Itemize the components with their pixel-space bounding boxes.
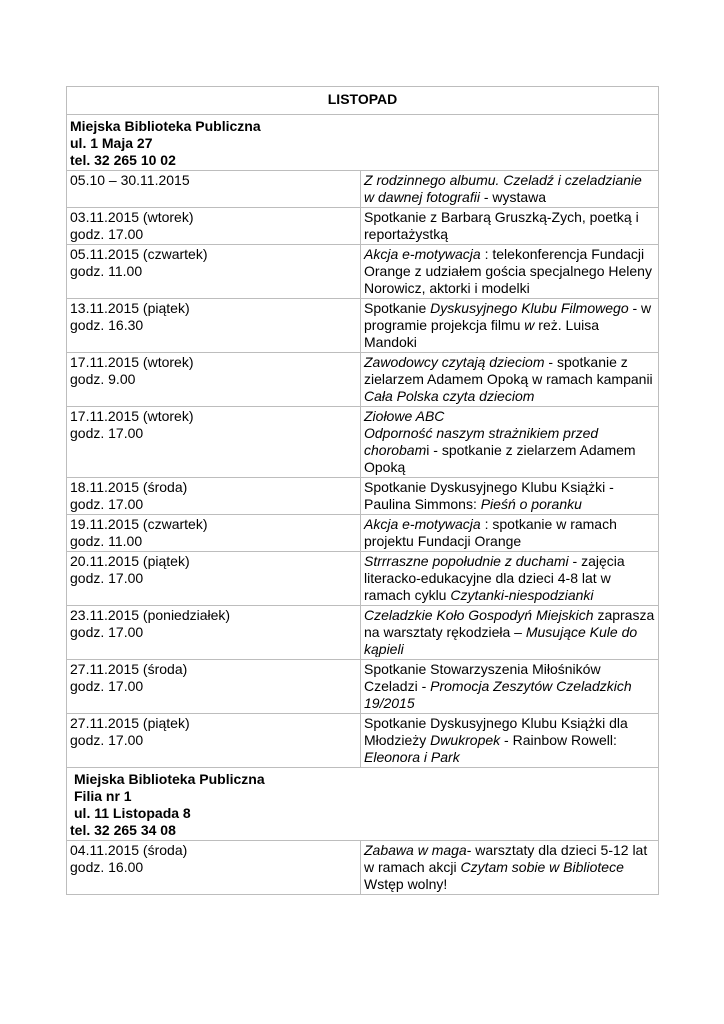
event-time: godz. 17.00 bbox=[70, 732, 144, 748]
event-row bbox=[67, 841, 659, 895]
event-text: : telekonferencja Fundacji Orange z udziałem gościa specjalnego Heleny Norowicz, aktorki i modelki bbox=[364, 246, 652, 296]
event-row bbox=[67, 299, 659, 353]
event-time: godz. 16.30 bbox=[70, 317, 144, 333]
event-time: godz. 16.00 bbox=[70, 859, 144, 875]
event-time: godz. 11.00 bbox=[70, 533, 143, 549]
event-row bbox=[67, 171, 659, 208]
event-date: 13.11.2015 (piątek) bbox=[70, 300, 190, 316]
event-title-italic: Ziołowe ABC bbox=[364, 408, 445, 424]
event-row bbox=[67, 606, 659, 660]
event-date: 17.11.2015 (wtorek) bbox=[70, 408, 194, 424]
event-description bbox=[361, 245, 659, 299]
event-date: 27.11.2015 (piątek) bbox=[70, 715, 190, 731]
event-date: 23.11.2015 (poniedziałek) bbox=[70, 607, 231, 623]
event-title-italic: w bbox=[524, 317, 535, 333]
event-date: 17.11.2015 (wtorek) bbox=[70, 354, 194, 370]
event-date: 04.11.2015 (środa) bbox=[70, 842, 188, 858]
event-time: godz. 17.00 bbox=[70, 496, 144, 512]
event-time: godz. 11.00 bbox=[70, 263, 143, 279]
event-title-italic: Cała Polska czyta dzieciom bbox=[364, 388, 535, 404]
event-row bbox=[67, 407, 659, 478]
event-title-italic: Musujące Kule do kąpieli bbox=[364, 624, 638, 657]
event-description bbox=[361, 299, 659, 353]
event-description bbox=[361, 353, 659, 407]
event-description bbox=[361, 660, 659, 714]
event-text: - warsztaty dla dzieci 5-12 lat w ramach akcji bbox=[364, 842, 648, 875]
event-title-italic: Eleonora i Park bbox=[364, 749, 460, 765]
event-date-cell bbox=[67, 299, 361, 353]
program-table-body bbox=[67, 87, 659, 895]
event-description bbox=[361, 208, 659, 245]
event-title-italic: Z rodzinnego albumu. Czeladź i czeladzianie w dawnej fotografii bbox=[364, 172, 642, 205]
program-table bbox=[66, 86, 659, 895]
event-text: i - spotkanie z zielarzem Adamem Opoką bbox=[364, 442, 636, 475]
event-row bbox=[67, 552, 659, 606]
event-time: godz. 17.00 bbox=[70, 678, 144, 694]
event-text: : spotkanie w ramach projektu Fundacji Orange bbox=[364, 516, 617, 549]
event-row bbox=[67, 515, 659, 552]
event-description bbox=[361, 714, 659, 768]
event-text: Spotkanie Dyskusyjnego Klubu Książki dla Młodzieży bbox=[364, 715, 628, 748]
event-title-italic: Czytam sobie w Bibliotece bbox=[460, 859, 624, 875]
event-text: zaprasza na warsztaty rękodzieła – bbox=[364, 607, 655, 640]
event-text: Spotkanie Stowarzyszenia Miłośników Czeladzi - bbox=[364, 661, 601, 694]
venue-detail-line: ul. 1 Maja 27 bbox=[70, 135, 153, 151]
event-text: - wystawa bbox=[479, 189, 547, 205]
venue-detail-line: tel. 32 265 34 08 bbox=[70, 822, 176, 838]
event-date: 27.11.2015 (środa) bbox=[70, 661, 188, 677]
event-date-cell bbox=[67, 714, 361, 768]
event-description bbox=[361, 515, 659, 552]
event-title-italic: Akcja e-motywacja bbox=[364, 246, 481, 262]
event-row bbox=[67, 245, 659, 299]
event-title-italic: Zawodowcy czytają dzieciom bbox=[364, 354, 545, 370]
event-date-cell bbox=[67, 552, 361, 606]
event-title-italic: Czytanki-niespodzianki bbox=[450, 587, 594, 603]
event-title-italic: Zabawa w maga bbox=[364, 842, 467, 858]
event-date-cell bbox=[67, 407, 361, 478]
event-description bbox=[361, 171, 659, 208]
event-title-italic: Strrraszne popołudnie z duchami bbox=[364, 553, 569, 569]
event-date-cell bbox=[67, 245, 361, 299]
event-text: - w programie projekcja filmu bbox=[364, 300, 652, 333]
event-date: 20.11.2015 (piątek) bbox=[70, 553, 190, 569]
event-time: godz. 17.00 bbox=[70, 570, 144, 586]
event-text: Spotkanie bbox=[364, 300, 431, 316]
event-date-cell bbox=[67, 660, 361, 714]
venue-name: Miejska Biblioteka Publiczna bbox=[74, 771, 265, 787]
month-header-row bbox=[67, 87, 659, 115]
event-row bbox=[67, 478, 659, 515]
event-description bbox=[361, 841, 659, 895]
event-description bbox=[361, 407, 659, 478]
event-description bbox=[361, 478, 659, 515]
event-date: 05.11.2015 (czwartek) bbox=[70, 246, 208, 262]
event-time: godz. 17.00 bbox=[70, 425, 144, 441]
event-date-cell bbox=[67, 478, 361, 515]
event-date-cell bbox=[67, 171, 361, 208]
event-date-cell bbox=[67, 208, 361, 245]
event-text: reż. Luisa Mandoki bbox=[364, 317, 600, 350]
event-time: godz. 9.00 bbox=[70, 371, 136, 387]
event-text: Spotkanie Dyskusyjnego Klubu Książki - Paulina Simmons: bbox=[364, 479, 614, 512]
event-text: Wstęp wolny! bbox=[364, 876, 448, 892]
event-description bbox=[361, 552, 659, 606]
event-title-italic: Dyskusyjnego Klubu Filmowego bbox=[430, 300, 629, 316]
event-row bbox=[67, 208, 659, 245]
event-date-cell bbox=[67, 515, 361, 552]
event-text: Spotkanie z Barbarą Gruszką-Zych, poetką i reportażystką bbox=[364, 209, 639, 242]
event-title-italic: Akcja e-motywacja bbox=[364, 516, 481, 532]
venue-header-row bbox=[67, 115, 659, 171]
event-description bbox=[361, 606, 659, 660]
event-time: godz. 17.00 bbox=[70, 624, 144, 640]
event-date: 03.11.2015 (wtorek) bbox=[70, 209, 194, 225]
event-date: 18.11.2015 (środa) bbox=[70, 479, 188, 495]
event-text: - spotkanie z zielarzem Adamem Opoką w ramach kampanii bbox=[364, 354, 653, 387]
event-row bbox=[67, 714, 659, 768]
event-date: 19.11.2015 (czwartek) bbox=[70, 516, 208, 532]
event-date: 05.10 – 30.11.2015 bbox=[70, 172, 190, 188]
event-row bbox=[67, 353, 659, 407]
venue-header bbox=[67, 768, 659, 841]
event-title-italic: Dwukropek bbox=[430, 732, 501, 748]
venue-name: Miejska Biblioteka Publiczna bbox=[70, 118, 261, 134]
event-title-italic: Promocja Zeszytów Czeladzkich 19/2015 bbox=[364, 678, 632, 711]
venue-detail-line: tel. 32 265 10 02 bbox=[70, 152, 176, 168]
event-title-italic: Odporność naszym strażnikiem przed chorobam bbox=[364, 425, 599, 458]
event-text: - Rainbow Rowell: bbox=[500, 732, 617, 748]
event-text: - zajęcia literacko-edukacyjne dla dzieci 4-8 lat w ramach cyklu bbox=[364, 553, 625, 603]
event-title-italic: Pieśń o poranku bbox=[480, 496, 582, 512]
event-date-cell bbox=[67, 353, 361, 407]
venue-header bbox=[67, 115, 659, 171]
event-date-cell bbox=[67, 606, 361, 660]
event-date-cell bbox=[67, 841, 361, 895]
event-title-italic: Czeladzkie Koło Gospodyń Miejskich bbox=[364, 607, 594, 623]
venue-detail-line: Filia nr 1 bbox=[74, 788, 132, 804]
event-time: godz. 17.00 bbox=[70, 226, 144, 242]
event-row bbox=[67, 660, 659, 714]
month-title: LISTOPAD bbox=[67, 87, 659, 115]
venue-header-row bbox=[67, 768, 659, 841]
venue-detail-line: ul. 11 Listopada 8 bbox=[74, 805, 191, 821]
program-table-container bbox=[66, 86, 658, 895]
